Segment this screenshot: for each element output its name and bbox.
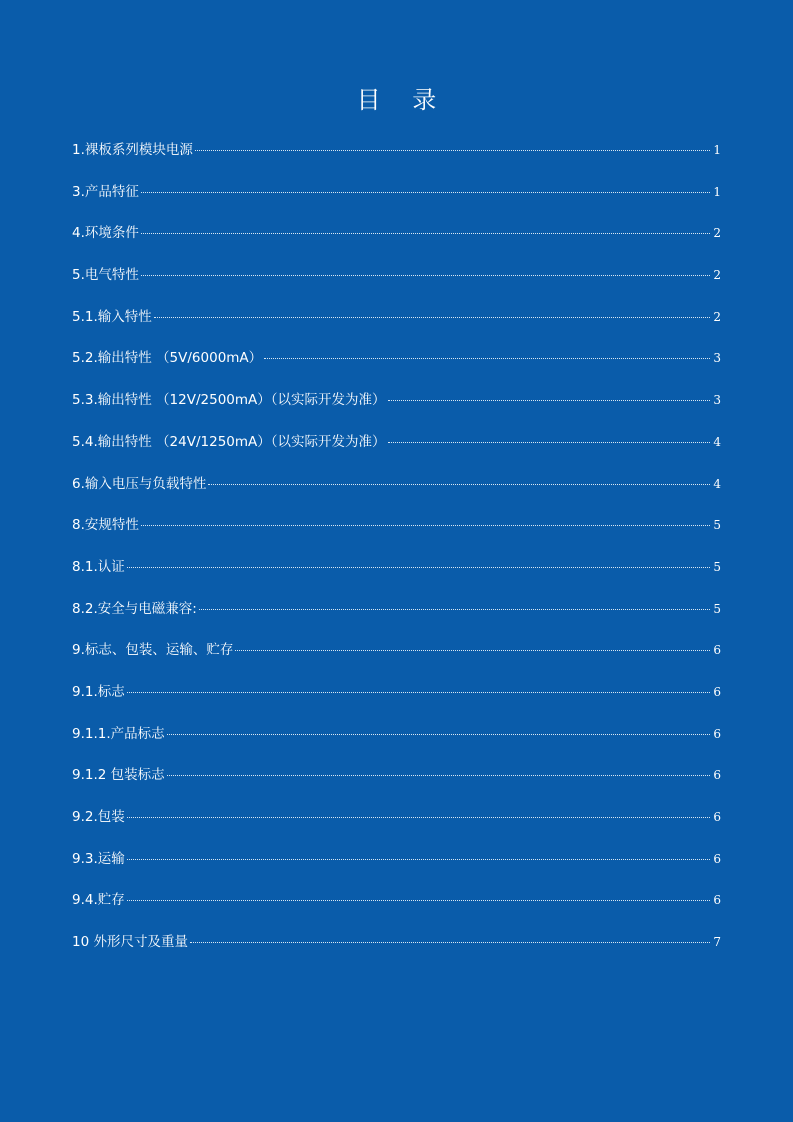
toc-entry-text: 8.安规特性 bbox=[72, 517, 139, 534]
toc-entry[interactable] bbox=[72, 849, 721, 891]
toc-page-number: 6 bbox=[713, 726, 721, 741]
toc-entry-text: 5.电气特性 bbox=[72, 267, 139, 284]
toc-entry-text: 8.1.认证 bbox=[72, 558, 125, 575]
dot-leader bbox=[141, 192, 710, 193]
dot-leader bbox=[235, 650, 710, 651]
toc-page-number: 2 bbox=[713, 309, 721, 324]
dot-leader bbox=[208, 484, 710, 485]
dot-leader bbox=[127, 692, 710, 693]
toc-entry[interactable] bbox=[72, 432, 721, 474]
toc-page-number: 3 bbox=[713, 351, 721, 366]
toc-entry[interactable] bbox=[72, 890, 721, 932]
toc-page-number: 1 bbox=[713, 143, 721, 157]
toc-entry[interactable] bbox=[72, 223, 721, 265]
dot-leader bbox=[199, 609, 710, 610]
toc-entry-text: 9.1.2 包装标志 bbox=[72, 767, 165, 784]
toc-entry[interactable] bbox=[72, 932, 721, 974]
toc-entry[interactable] bbox=[72, 724, 721, 766]
toc-entry[interactable] bbox=[72, 140, 721, 182]
dot-leader bbox=[388, 442, 710, 443]
toc-entry-text: 5.3.输出特性 （12V/2500mA）（以实际开发为准） bbox=[72, 392, 386, 409]
dot-leader bbox=[127, 900, 710, 901]
toc-page-number: 2 bbox=[713, 268, 721, 283]
toc-page-number: 5 bbox=[713, 601, 721, 616]
toc-entry-text: 9.1.1.产品标志 bbox=[72, 725, 165, 742]
toc-page-number: 1 bbox=[713, 184, 721, 199]
dot-leader bbox=[127, 859, 710, 860]
toc-entry[interactable] bbox=[72, 182, 721, 224]
toc-entry[interactable] bbox=[72, 682, 721, 724]
toc-entry[interactable] bbox=[72, 557, 721, 599]
toc-entry[interactable] bbox=[72, 640, 721, 682]
toc-page-number: 4 bbox=[713, 476, 721, 491]
toc-entry-text: 9.3.运输 bbox=[72, 850, 125, 867]
toc-entry[interactable] bbox=[72, 390, 721, 432]
toc-entry[interactable] bbox=[72, 265, 721, 307]
toc-entry[interactable] bbox=[72, 307, 721, 349]
dot-leader bbox=[154, 317, 710, 318]
toc-entry[interactable] bbox=[72, 765, 721, 807]
toc-page-number: 3 bbox=[713, 393, 721, 408]
toc-page-number: 6 bbox=[713, 643, 721, 658]
toc-entry-text: 3.产品特征 bbox=[72, 183, 139, 200]
toc-page-number: 6 bbox=[713, 810, 721, 824]
page-title: 目 录 bbox=[356, 86, 449, 114]
toc-entry[interactable] bbox=[72, 474, 721, 516]
toc-page-number: 2 bbox=[713, 226, 721, 241]
toc-page-number: 4 bbox=[713, 434, 721, 449]
dot-leader bbox=[167, 734, 710, 735]
dot-leader bbox=[195, 150, 710, 151]
table-of-contents bbox=[72, 140, 721, 974]
dot-leader bbox=[167, 775, 710, 776]
toc-entry-text: 4.环境条件 bbox=[72, 225, 139, 242]
dot-leader bbox=[141, 525, 710, 526]
toc-entry[interactable] bbox=[72, 348, 721, 390]
toc-page-number: 7 bbox=[713, 935, 721, 950]
toc-page-number: 6 bbox=[713, 851, 721, 866]
toc-entry-text: 5.4.输出特性 （24V/1250mA）（以实际开发为准） bbox=[72, 433, 386, 450]
toc-page-number: 5 bbox=[713, 559, 721, 574]
dot-leader bbox=[388, 400, 710, 401]
toc-entry-text: 5.2.输出特性 （5V/6000mA） bbox=[72, 350, 263, 367]
dot-leader bbox=[190, 942, 710, 943]
dot-leader bbox=[264, 358, 710, 359]
toc-entry[interactable] bbox=[72, 807, 721, 849]
toc-entry-text: 5.1.输入特性 bbox=[72, 308, 152, 325]
toc-entry-text: 8.2.安全与电磁兼容: bbox=[72, 600, 197, 617]
toc-page-number: 6 bbox=[713, 684, 721, 699]
toc-entry-text: 9.1.标志 bbox=[72, 683, 125, 700]
dot-leader bbox=[127, 567, 710, 568]
toc-entry-text: 9.2.包装 bbox=[72, 809, 125, 825]
toc-entry[interactable] bbox=[72, 515, 721, 557]
toc-entry-text: 6.输入电压与负载特性 bbox=[72, 475, 207, 492]
toc-page-number: 6 bbox=[713, 893, 721, 908]
toc-entry[interactable] bbox=[72, 599, 721, 641]
toc-page-number: 5 bbox=[713, 518, 721, 533]
toc-page-number: 6 bbox=[713, 768, 721, 783]
dot-leader bbox=[141, 275, 710, 276]
toc-entry-text: 9.4.贮存 bbox=[72, 892, 125, 909]
dot-leader bbox=[141, 233, 710, 234]
dot-leader bbox=[127, 817, 710, 818]
toc-entry-text: 9.标志、包装、运输、贮存 bbox=[72, 642, 234, 659]
toc-entry-text: 10 外形尺寸及重量 bbox=[72, 934, 188, 951]
toc-entry-text: 1.裸板系列模块电源 bbox=[72, 142, 193, 158]
